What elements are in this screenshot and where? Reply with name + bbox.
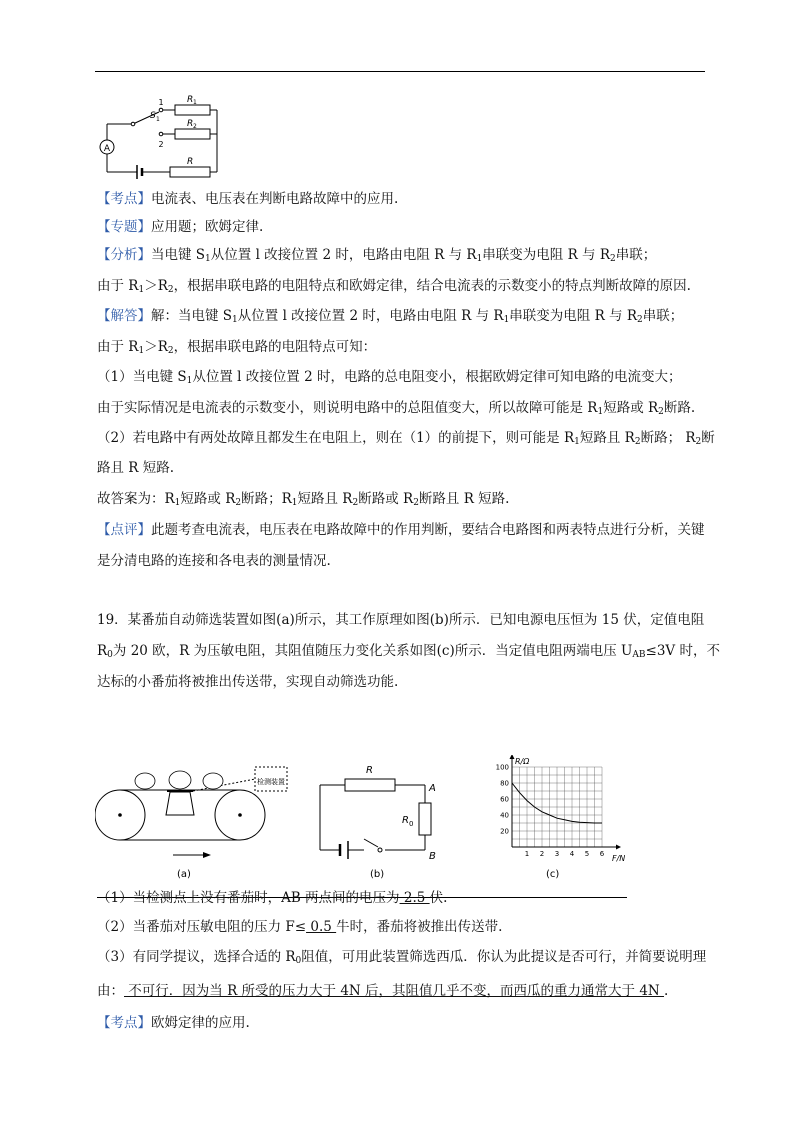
q19-line [97,672,398,692]
y-tick-label: 80 [500,779,509,788]
text-line [97,398,695,422]
text: 断路且 R 短路. [418,491,510,507]
text: 短路且 R [297,491,353,507]
zhuanti-text: 应用题；欧姆定律. [151,219,264,235]
sub: 1 [138,346,145,356]
text: 牛时，番茄将被推出传送带. [336,919,503,935]
y-tick-label: 60 [500,795,509,804]
sub: 1 [138,285,145,295]
text: 断路；R [241,491,292,507]
sub: 1 [574,437,580,447]
text: 断路； R [640,430,696,446]
y-tick-label: 40 [500,811,509,820]
text: . [664,983,669,999]
text: 断路或 R [358,491,414,507]
sub: 1 [174,498,181,508]
figure-a-caption: (a) [177,869,191,880]
sub: 0 [107,650,113,660]
text: 是分清电路的连接和各电表的测量情况. [97,553,331,569]
resistor-r0-label: R [402,815,409,826]
x-tick-label: 1 [524,850,530,858]
figure-c-caption: (c) [546,869,560,880]
q19-line [97,610,704,630]
text: 由： [97,983,124,999]
text: ，根据串联电路的电阻特点可知： [173,339,377,355]
header-rule [95,71,705,72]
x-axis-arrow-icon [616,845,621,850]
sub: 1 [205,254,211,264]
text: 短路或 R [180,491,236,507]
text: （2）当番茄对压敏电阻的压力 F≤ [97,919,307,935]
q19-kaodian-line [97,1013,250,1033]
text: （1）当检测点上没有番茄时，AB 两点间的电压为 [97,890,400,906]
text: 解：当电键 S [151,308,233,324]
zhuanti-line [97,217,263,237]
answer-blank: 0.5 [306,919,337,935]
text: 为 20 欧，R 为压敏电阻，其阻值随压力变化关系如图(c)所示．当定值电阻两端电压 U [112,643,633,659]
fenxi-text: 串联； [615,247,657,263]
x-tick-label: 3 [554,850,560,858]
y-axis-label: R/Ω [515,757,530,766]
sub: 2 [413,498,419,508]
r2-label: R [187,119,194,129]
sub: 2 [167,285,174,295]
text: 达标的小番茄将被推出传送带，实现自动筛选功能. [97,674,399,690]
sub-question-3-answer [97,981,668,1001]
text: 伏. [429,890,448,906]
text: 由于 R [97,278,139,294]
detect-box-label: 检测装置 [257,778,285,786]
sub: 1 [232,315,238,325]
pos1-label: 1 [158,98,164,107]
figure-b-caption: (b) [370,869,385,880]
sub: AB [632,650,646,660]
x-tick-label: 4 [569,850,575,858]
kaodian-tag: 【考点】 [97,1015,151,1031]
text-line [97,458,174,478]
sub: 0 [409,820,414,828]
sub: 2 [610,254,616,264]
resistor-r-label: R [366,765,373,776]
switch-sub: 1 [156,116,160,123]
point-a-label: A [429,783,436,794]
r2-sub: 2 [193,123,197,130]
sub: 2 [658,407,664,417]
x-tick-label: 5 [584,850,590,858]
figure-a-conveyor [95,755,305,880]
figure-c-chart [488,755,638,880]
fenxi-line [97,245,656,269]
x-axis-label: F/N [612,854,626,863]
text: R [97,643,108,659]
sub: 1 [291,498,298,508]
sub: 0 [295,956,302,966]
sub: 2 [637,315,643,325]
sub: 2 [235,498,242,508]
sub: 2 [634,437,641,447]
answer-line [97,489,509,513]
chart-axes [510,755,622,850]
text-line [97,551,331,571]
text: 欧姆定律的应用. [151,1015,250,1031]
sub: 1 [476,254,483,264]
x-tick-label: 6 [599,850,605,858]
kaodian-line [97,189,398,209]
jieda-line [97,306,683,330]
fenxi-text: 从位置 l 改接位置 2 时，电路由电阻 R 与 R [210,247,477,263]
y-tick-label: 100 [495,763,509,772]
text: 断路. [663,400,696,416]
kaodian-tag: 【考点】 [97,191,151,207]
text: （2）若电路中有两处故障且都发生在电阻上，则在（1）的前提下，则可能是 R [97,430,575,446]
sub: 1 [597,407,604,417]
answer-blank: 2.5 [399,890,430,906]
switch-contact [378,848,382,852]
text: 短路且 R [579,430,635,446]
y-axis-arrow-icon [510,755,515,759]
text: 由于实际情况是电流表的示数变小，则说明电路中的总阻值变大，所以故障可能是 R [97,400,598,416]
text-line [97,276,691,300]
text: ≤3V 时，不 [645,643,720,659]
pos2-label: 2 [158,140,164,149]
dianping-tag: 【点评】 [97,522,151,538]
text-line [97,337,376,361]
r-label: R [187,157,194,167]
zhuanti-tag: 【专题】 [97,219,151,235]
sub-question-3 [97,947,706,971]
text: 从位置 l 改接位置 2 时，电路的总电阻变小，根据欧姆定律可知电路的电流变大； [192,369,682,385]
text-line [97,367,681,391]
figure-b-circuit [310,755,475,880]
text: 短路或 R [603,400,659,416]
dianping-line [97,520,705,540]
ammeter-label: A [103,144,111,154]
fenxi-text: 串联变为电阻 R 与 R [482,247,610,263]
text: ，根据串联电路的电阻特点和欧姆定律，结合电流表的示数变小的特点判断故障的原因. [173,278,691,294]
text-line [97,428,715,452]
q19-line [97,641,720,665]
text: ＞R [144,278,168,294]
sub-question-2 [97,917,502,937]
text: （3）有同学提议，选择合适的 R [97,949,296,965]
x-tick-label: 2 [539,850,545,858]
r1-label: R [187,95,194,105]
text: 路且 R 短路. [97,460,175,476]
fenxi-tag: 【分析】 [97,247,151,263]
sub: 2 [167,346,174,356]
sub: 2 [695,437,702,447]
kaodian-text: 电流表、电压表在判断电路故障中的应用. [151,191,399,207]
sub-question-1 [97,888,447,908]
point-b-label: B [429,851,436,862]
text: 此题考查电流表，电压表在电路故障中的作用判断，要结合电路图和两表特点进行分析，关键 [151,522,705,538]
text: 断 [701,430,715,446]
text: （1）当电键 S [97,369,187,385]
text: 19．某番茄自动筛选装置如图(a)所示，其工作原理如图(b)所示．已知电源电压恒为 15 伏，定值电阻 [97,612,705,628]
top-circuit-diagram [95,92,225,184]
sub: 1 [186,376,193,386]
arrow-right-icon [203,852,211,858]
jieda-tag: 【解答】 [97,308,151,324]
text: 由于 R [97,339,139,355]
switch-label: S [150,111,156,121]
fenxi-text: 当电键 S [151,247,206,263]
text: 故答案为：R [97,491,175,507]
text: 从位置 l 改接位置 2 时，电路由电阻 R 与 R [237,308,504,324]
y-tick-label: 20 [500,827,509,836]
r1-sub: 1 [193,99,197,106]
sub: 1 [503,315,510,325]
tomato-icon [135,771,223,789]
answer-blank: 不可行．因为当 R 所受的压力大于 4N 后，其阻值几乎不变，而西瓜的重力通常大于 4N [124,983,665,999]
text: 阻值，可用此装置筛选西瓜．你认为此提议是否可行，并简要说明理 [301,949,707,965]
sub: 2 [352,498,359,508]
text: 串联变为电阻 R 与 R [509,308,637,324]
text: ＞R [144,339,168,355]
text: 串联； [642,308,684,324]
chart-grid [512,767,602,847]
